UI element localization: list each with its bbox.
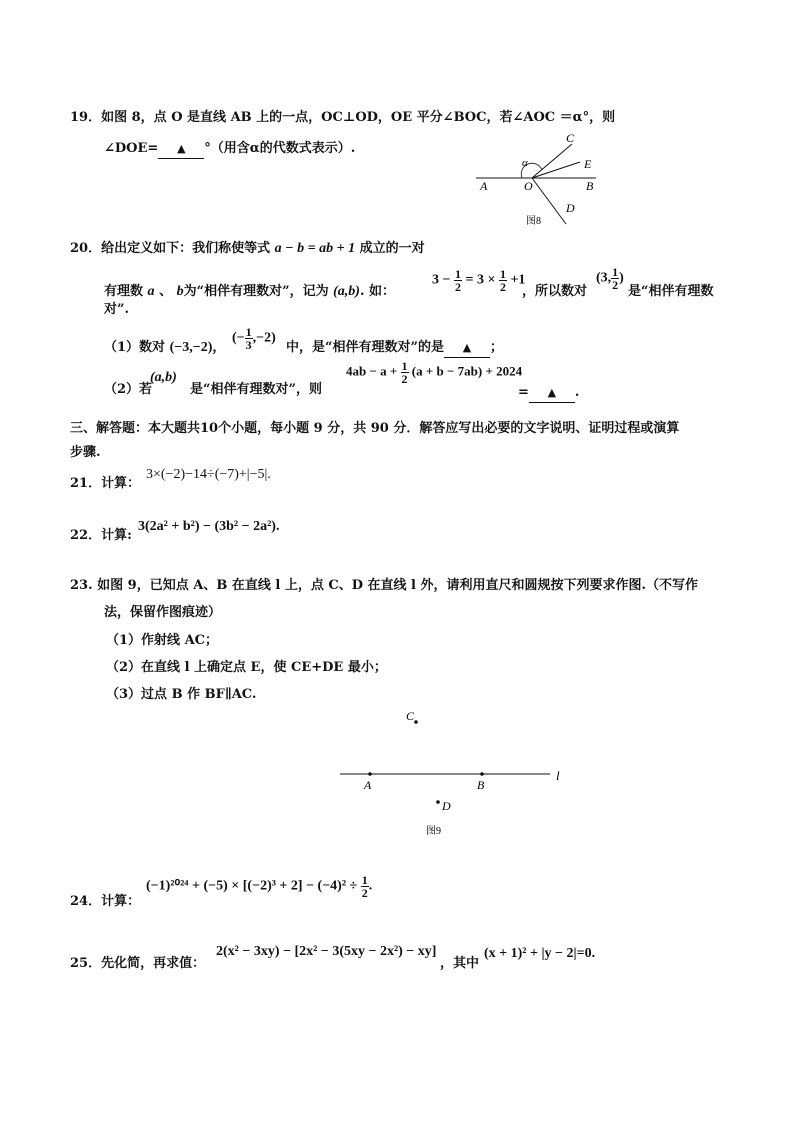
pair-frac — [611, 266, 619, 291]
fig9-caption: 图9 — [426, 826, 441, 837]
q19-line1: 19．如图 8，点 O 是直线 AB 上的一点，OC⊥OD，OE 平分∠BOC，若∠AOC ＝α°，则 — [70, 110, 616, 125]
pair-right: ,−2) — [252, 330, 276, 346]
frac-den: 2 — [454, 280, 461, 294]
q24-label: 24．计算： — [70, 894, 141, 909]
q20-line2-e: 是“相伴有理数 — [628, 284, 714, 299]
frac-den: 2 — [361, 886, 368, 900]
q23-line2: 法，保留作图痕迹） — [104, 605, 222, 620]
q20-sub1-mid: 中，是“相伴有理数对”的是 — [286, 340, 444, 355]
q20-sub2-eq: = — [518, 385, 529, 400]
frac-den: 3 — [245, 338, 252, 352]
label-D: D — [442, 799, 451, 813]
q24-frac — [361, 874, 369, 899]
expr-b: (a + b − 7ab) + 2024 — [411, 363, 523, 379]
pair-right: ) — [619, 270, 624, 286]
point-A — [368, 772, 372, 776]
q19-line2-post: °（用含α的代数式表示）. — [204, 141, 356, 156]
pair-frac — [245, 326, 253, 351]
q20-line2-b: 为“相伴有理数对”，记为 — [183, 284, 329, 299]
label-alpha: α — [522, 157, 528, 169]
label-E: E — [584, 157, 592, 171]
q20-example-rhs: +1 — [510, 272, 526, 288]
q20-var-a: a — [147, 284, 155, 299]
section3-heading-cont: 步骤. — [70, 445, 101, 460]
point-D — [436, 800, 440, 804]
q20-line1-pre: 20．给出定义如下：我们称使等式 — [70, 241, 271, 256]
q22-label: 22．计算: — [70, 528, 132, 543]
q19-answer-blank[interactable]: ▲ — [158, 140, 204, 159]
label-D: D — [566, 201, 575, 215]
q24-expression — [146, 874, 372, 899]
q20-sep: 、 — [159, 284, 173, 299]
q20-line2-start — [104, 283, 395, 301]
q20-sub2-end: . — [574, 385, 580, 400]
label-B: B — [477, 778, 485, 792]
q20-example-frac — [454, 268, 462, 293]
q20-line2-d: ，所以数对 — [522, 284, 588, 299]
q20-pair-3-half — [596, 266, 624, 291]
fig8-caption: 图8 — [526, 216, 541, 227]
label-C: C — [566, 131, 575, 145]
q22-expr: 3(2a² + b²) − (3b² − 2a²) — [138, 519, 276, 534]
q20-pair-neg-third — [232, 326, 276, 351]
q20-example-mid: = 3 × — [465, 272, 496, 288]
q21-expression — [146, 467, 271, 483]
frac-den: 2 — [401, 372, 408, 386]
point-C — [414, 720, 418, 724]
q20-sub1-rest — [286, 339, 503, 358]
q20-line2-a: 有理数 — [104, 284, 144, 299]
q20-line3: 对”. — [104, 302, 130, 317]
q22-expression — [138, 519, 279, 535]
q20-sub2-answer — [518, 384, 579, 403]
q20-sub2-pre: （2）若 — [104, 382, 153, 397]
q20-definition-eq: a − b = ab + 1 — [274, 241, 356, 256]
q25-cond: (x + 1)² + |y − 2| — [484, 946, 577, 961]
label-B: B — [586, 179, 594, 193]
frac-num: 1 — [361, 873, 368, 887]
q20-pair-ab: (a,b) — [333, 284, 360, 299]
q25-mid: ，其中 — [440, 956, 480, 971]
figure-9 — [330, 706, 580, 842]
q23-item1: （1）作射线 AC； — [106, 633, 219, 648]
q20-var-b: b — [176, 284, 184, 299]
q20-example-lhs: 3 − — [432, 272, 451, 288]
pair-left: (3, — [596, 270, 612, 286]
q25-end: =0. — [576, 946, 596, 961]
q21-end: . — [267, 467, 271, 482]
q23-item2: （2）在直线 l 上确定点 E，使 CE+DE 最小； — [106, 660, 387, 675]
q19-line2-pre: ∠DOE= — [104, 141, 159, 156]
label-l: l — [556, 768, 560, 783]
q21-expr: 3×(−2)−14÷(−7)+|−5| — [146, 467, 268, 482]
q25-label: 25．先化简，再求值： — [70, 956, 206, 971]
pair-left: (− — [232, 330, 245, 346]
q22-end: . — [275, 519, 280, 534]
label-A: A — [364, 778, 372, 792]
q20-line2-c: . 如： — [359, 284, 396, 299]
q23-item3: （3）过点 B 作 BF∥AC. — [106, 687, 257, 702]
label-O: O — [524, 179, 533, 193]
q20-line1-post: 成立的一对 — [359, 241, 425, 256]
label-C: C — [406, 709, 415, 723]
q21-label: 21．计算： — [70, 476, 141, 491]
q20-line1 — [70, 240, 425, 258]
q20-sub1-answer-blank[interactable]: ▲ — [444, 339, 490, 358]
frac-den: 2 — [612, 278, 619, 292]
frac-num: 1 — [401, 359, 408, 373]
frac-num: 1 — [499, 267, 506, 281]
q24-expr: (−1)²⁰²⁴ + (−5) × [(−2)³ + 2] − (−4)² ÷ — [146, 878, 358, 894]
q23-line1: 23. 如图 9，已知点 A、B 在直线 l 上，点 C、D 在直线 l 外，请利用直尺和圆规按下列要求作图.（不写作 — [70, 578, 699, 593]
figure-8 — [470, 128, 610, 230]
q25-condition — [484, 946, 595, 962]
expr-a: 4ab − a + — [346, 363, 398, 379]
q25-expr: 2(x² − 3xy) − [2x² − 3(5xy − 2x²) − xy] — [216, 944, 437, 959]
q20-pair-neg3-neg2: (−3,−2) — [169, 340, 213, 355]
frac-num: 1 — [245, 325, 252, 339]
q20-sub2-mid: 是“相伴有理数对”，则 — [190, 382, 322, 397]
frac-num: 1 — [454, 267, 461, 281]
q20-sub1-comma: ， — [212, 340, 226, 355]
ray-OC — [532, 144, 572, 178]
point-B — [480, 772, 484, 776]
ray-OE — [532, 162, 580, 178]
q20-sub2-answer-blank[interactable]: ▲ — [529, 384, 575, 403]
q20-sub1-end: ； — [489, 340, 503, 355]
q20-sub1 — [104, 339, 225, 357]
q20-sub2-pair: (a,b) — [150, 370, 177, 385]
label-A: A — [480, 179, 488, 193]
q20-sub2-start — [104, 381, 152, 399]
q20-sub2-expr — [346, 360, 522, 385]
q20-example-frac2 — [499, 268, 507, 293]
q24-end: . — [368, 878, 373, 894]
q20-sub1-pre: （1）数对 — [104, 340, 166, 355]
section3-heading: 三、解答题：本大题共10个小题，每小题 9 分，共 90 分．解答应写出必要的文字说明、证明过程或演算 — [70, 421, 680, 436]
frac-den: 2 — [499, 280, 506, 294]
frac-num: 1 — [612, 265, 619, 279]
expr-frac — [401, 360, 409, 385]
q20-example-eq — [432, 268, 525, 293]
q19-line2 — [104, 140, 355, 159]
